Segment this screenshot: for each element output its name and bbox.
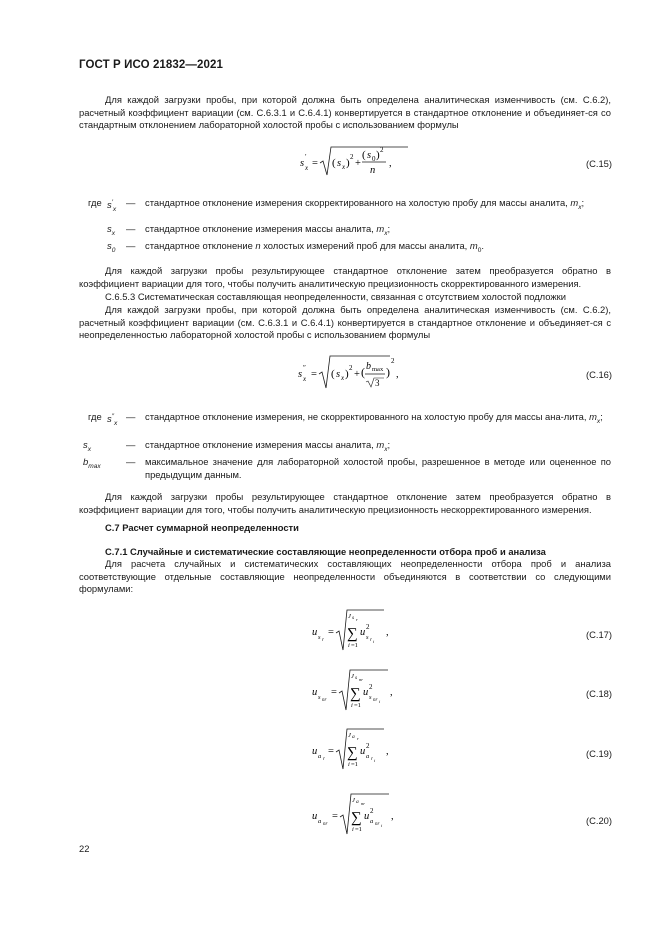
svg-text:J: J [348,732,351,739]
svg-text:2: 2 [366,742,370,750]
definition-symbol: $s_x$ [83,439,91,453]
svg-text:′: ′ [305,153,307,161]
svg-text:3: 3 [375,378,380,388]
svg-text:max: max [372,366,384,373]
svg-text:a: a [318,818,322,825]
svg-text:J: J [351,673,354,680]
svg-text:nr: nr [373,698,378,703]
section-c7-title: С.7 Расчет суммарной неопределенности [105,522,299,533]
svg-text:): ) [386,365,390,379]
svg-text:∑: ∑ [347,626,358,642]
definition-dash: — [126,240,136,251]
paragraph-back-conversion-uncorrected: Для каждой загрузки пробы результирующее стандартное отклонение затем преобразуется обратно в коэффициент вариации для того, чтобы получить аналитическую прецизионность нескорректированного измерения. [79,491,611,515]
definition-dash: — [126,223,136,234]
svg-text:u: u [363,687,369,698]
svg-text:u: u [360,627,366,638]
svg-text:∑: ∑ [351,810,362,826]
definition-row [79,197,619,223]
svg-text:b: b [366,361,371,372]
definition-symbol: $s_0$ [107,240,116,254]
definition-dash: — [126,411,136,422]
svg-text:s: s [300,158,305,169]
formula-c20 [312,792,396,841]
svg-text:=: = [328,746,334,757]
svg-text:nr: nr [322,698,327,703]
svg-text:x: x [341,374,345,382]
definition-row [79,456,619,482]
definition-text: стандартное отклонение измерения массы аналита, $m_x$; [145,439,391,453]
definition-dash: — [126,456,136,467]
svg-text:J: J [352,797,355,804]
svg-text:+: + [355,158,361,169]
svg-text:,: , [390,687,393,698]
svg-text:=: = [312,158,318,169]
paragraph-intro-c15: Для каждой загрузки пробы, при которой должна быть определена аналитическая изменчивость (см. С.6.2), расчетный коэффициент вариации (см. С.6.3.1 и С.6.4.1) конвертируется в стандартное отклонение и объединяет-ся со стандартным отклонением лабораторной холостой пробы с использованием формулы [79,94,611,131]
svg-text:i: i [373,639,375,644]
svg-text:0: 0 [372,155,376,163]
paragraph-intro-c16: Для каждой загрузки пробы, при которой должна быть определена аналитическая изменчивость (см. С.6.2), расчетный коэффициент вариации (см. С.6.3.1 и С.6.4.1) конвертируется в стандартное отклонение и объединяет-ся с неопределенностью лабораторной холостой пробы с использованием формулы [79,304,611,341]
svg-text:s: s [298,369,303,380]
svg-text:2: 2 [391,357,395,365]
definition-text: максимальное значение для лабораторной холостой пробы, разрешенное в методе или оцененное по предыдущим данным. [145,456,611,480]
definition-lead: где [88,411,102,422]
svg-text:(: ( [331,368,335,380]
svg-text:,: , [389,158,392,169]
svg-text:(: ( [362,149,366,161]
formula-c15 [300,144,410,183]
svg-text:2: 2 [366,623,370,631]
svg-text:i: i [348,761,350,768]
svg-text:s: s [352,615,355,621]
svg-text:i: i [351,702,353,709]
svg-text:s: s [336,369,341,380]
formula-c17 [312,608,392,657]
svg-text:s: s [318,694,321,701]
equation-number-c20: (С.20) [585,815,612,826]
svg-text:i: i [381,823,383,828]
svg-text:=: = [332,811,338,822]
svg-text:): ) [346,157,350,169]
svg-text:i: i [374,758,376,763]
svg-text:2: 2 [369,683,373,691]
svg-text:x: x [303,375,307,383]
definition-text: стандартное отклонение измерения скорректированного на холостую пробу для массы аналита, $m_x$; [145,197,585,211]
definition-symbol: $s'_x$ [107,199,117,213]
definition-row [79,411,619,437]
svg-text:,: , [396,369,399,380]
equation-number-c17: (С.17) [585,629,612,640]
equation-number-c18: (С.18) [585,688,612,699]
svg-text:,: , [386,627,389,638]
equation-number-c15: (С.15) [585,158,612,169]
svg-text:=: = [331,687,337,698]
svg-text:r: r [322,638,324,643]
definition-lead: где [88,197,102,208]
definition-symbol: $b_{max}$ [83,456,101,470]
svg-text:=: = [311,369,317,380]
svg-text:r: r [371,757,373,762]
svg-text:x: x [342,163,346,171]
formula-c18 [312,668,396,717]
svg-text:u: u [360,746,366,757]
svg-text:a: a [366,753,370,760]
svg-text:s: s [318,634,321,641]
svg-text:nr: nr [361,801,366,806]
svg-text:r: r [356,617,358,622]
svg-text:nr: nr [323,822,328,827]
svg-text:∑: ∑ [347,745,358,761]
formula-c19 [312,727,392,776]
definition-symbol: $s_x$ [107,223,115,237]
svg-text:i: i [352,826,354,833]
svg-text:2: 2 [370,807,374,815]
svg-text:+: + [354,369,360,380]
svg-text:″: ″ [303,364,306,372]
svg-text:=1: =1 [354,702,361,709]
svg-text:): ) [345,368,349,380]
svg-text:a: a [370,818,374,825]
formula-c16 [298,353,408,396]
svg-text:s: s [337,158,342,169]
svg-text:a: a [352,734,355,740]
svg-text:): ) [376,149,380,161]
page-number: 22 [79,843,90,854]
svg-text:s: s [355,675,358,681]
svg-text:r: r [323,757,325,762]
svg-text:r: r [357,736,359,741]
definition-text: стандартное отклонение n холостых измерений проб для массы аналита, $m_0$. [145,240,484,254]
document-header: ГОСТ Р ИСО 21832—2021 [79,59,224,71]
equation-number-c16: (С.16) [585,369,612,380]
svg-text:=1: =1 [351,642,358,649]
svg-text:J: J [348,613,351,620]
svg-text:s: s [369,694,372,701]
svg-text:,: , [386,746,389,757]
svg-text:a: a [318,753,322,760]
svg-text:x: x [305,164,309,172]
definition-text: стандартное отклонение измерения массы аналита, $m_x$; [145,223,391,237]
svg-text:s: s [366,634,369,641]
svg-text:u: u [312,627,318,638]
svg-text:a: a [356,799,359,805]
svg-text:u: u [312,687,318,698]
svg-text:u: u [312,746,318,757]
svg-text:r: r [370,638,372,643]
svg-text:=1: =1 [355,826,362,833]
svg-text:=: = [328,627,334,638]
definition-dash: — [126,439,136,450]
svg-text:nr: nr [359,677,364,682]
svg-text:u: u [364,811,370,822]
paragraph-back-conversion: Для каждой загрузки пробы результирующее стандартное отклонение затем преобразуется обратно в коэффициент вариации для того, чтобы получить аналитическую прецизионность скорректированного измерения. [79,265,611,289]
section-c71-title: С.7.1 Случайные и систематические составляющие неопределенности отбора проб и анализа [105,546,546,557]
svg-text:,: , [391,811,394,822]
svg-text:nr: nr [375,822,380,827]
svg-text:s: s [367,150,372,161]
paragraph-intro-c17: Для расчета случайных и систематических составляющих неопределенности отбора проб и анализа соответствующие отдельные составляющие неопределенности объединяются в соответствии со следующими формулами: [79,558,611,595]
svg-text:n: n [370,165,376,176]
svg-text:=1: =1 [351,761,358,768]
svg-text:2: 2 [349,364,353,372]
svg-text:i: i [348,642,350,649]
svg-text:i: i [379,699,381,704]
equation-number-c19: (С.19) [585,748,612,759]
svg-text:(: ( [332,157,336,169]
svg-text:u: u [312,811,318,822]
svg-text:2: 2 [380,146,384,154]
svg-text:(: ( [361,365,365,379]
definition-text: стандартное отклонение измерения, не скорректированного на холостую пробу для массы ана-лита, $m_x$; [145,411,603,425]
definition-symbol: $s''_x$ [107,413,118,427]
section-c653-title: С.6.5.3 Систематическая составляющая неопределенности, связанная с отсутствием холостой подложки [105,291,566,302]
definition-dash: — [126,197,136,208]
svg-text:2: 2 [350,153,354,161]
svg-text:∑: ∑ [350,686,361,702]
